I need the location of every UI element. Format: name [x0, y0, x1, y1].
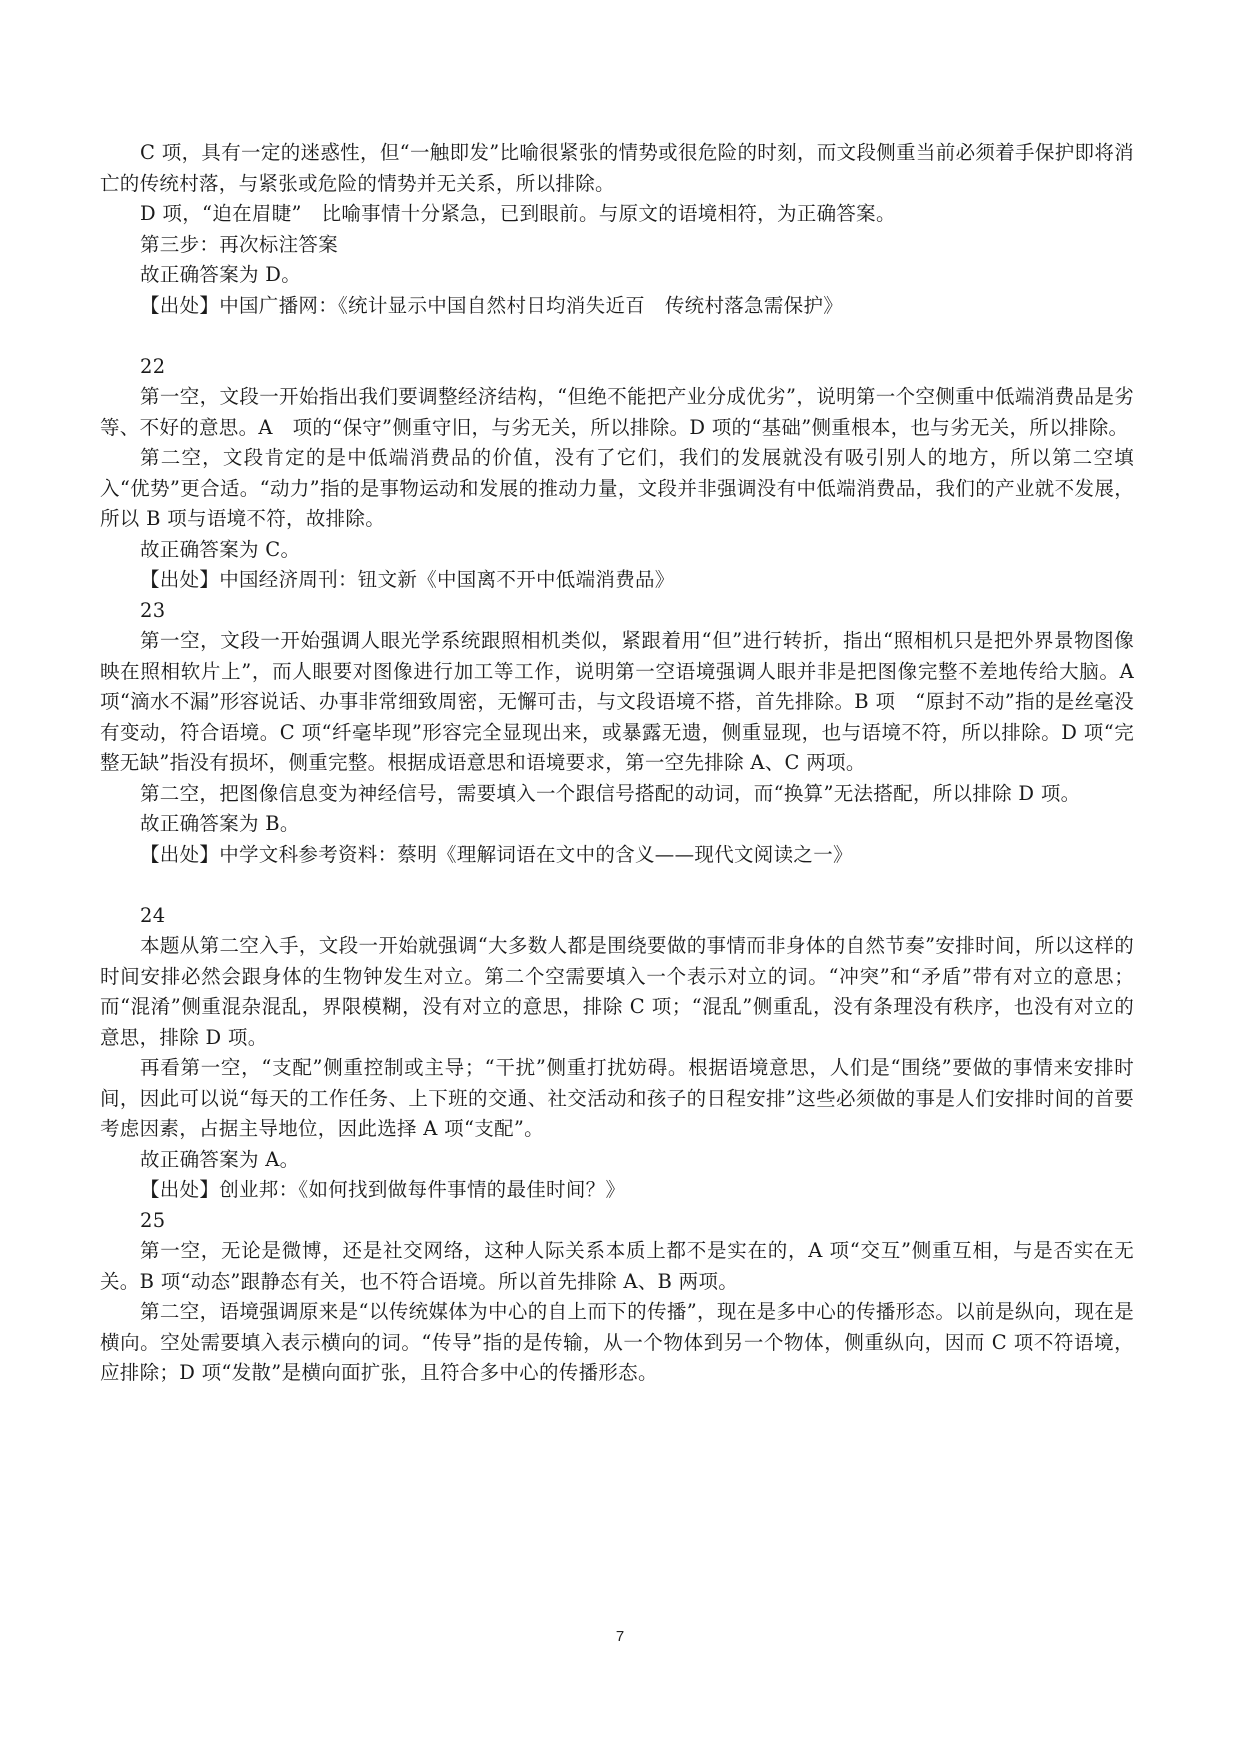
- source-line-24: 【出处】创业邦：《如何找到做每件事情的最佳时间？》: [140, 1178, 626, 1201]
- q23-second-blank-analysis: 第二空，把图像信息变为神经信号，需要填入一个跟信号搭配的动词，而“换算”无法搭配，所以排除 D 项。: [140, 781, 1081, 805]
- q23-first-blank-analysis: 第一空，文段一开始强调人眼光学系统跟照相机类似，紧跟着用“但”进行转折，指出“照相机只是把外界景物图像映在照相软片上”，而人眼要对图像进行加工等工作，说明第一空语境强调人眼并非是把图像完整不差地传给大脑。A 项“滴水不漏”形容说话、办事非常细致周密，无懈可击，与文段语境不搭，首先排除。B 项 “原封不动”指的是丝毫没有变动，符合语境。C 项“纤毫毕现”形容完全显现出来，或暴露无遗，侧重显现，也与语境不符，所以排除。D 项“完整无缺”指没有损坏，侧重完整。根据成语意思和语境要求，第一空先排除 A、C 两项。: [100, 629, 1134, 774]
- question-number-25: 25: [140, 1208, 166, 1232]
- q25-second-blank-analysis: 第二空，语境强调原来是“以传统媒体为中心的自上而下的传播”，现在是多中心的传播形态。以前是纵向，现在是横向。空处需要填入表示横向的词。“传导”指的是传输，从一个物体到另一个物体，侧重纵向，因而 C 项不符语境，应排除；D 项“发散”是横向面扩张，且符合多中心的传播形态。: [100, 1300, 1134, 1384]
- q22-first-blank-analysis: 第一空，文段一开始指出我们要调整经济结构，“但绝不能把产业分成优劣”，说明第一个空侧重中低端消费品是劣等、不好的意思。A 项的“保守”侧重守旧，与劣无关，所以排除。D 项的“基础”侧重根本，也与劣无关，所以排除。: [100, 385, 1134, 439]
- q25-first-blank-analysis: 第一空，无论是微博，还是社交网络，这种人际关系本质上都不是实在的，A 项“交互”侧重互相，与是否实在无关。B 项“动态”跟静态有关，也不符合语境。所以首先排除 A、B 两项。: [100, 1239, 1134, 1293]
- question-number-24: 24: [140, 903, 166, 927]
- step-three-label: 第三步：再次标注答案: [140, 232, 339, 256]
- q24-second-blank-analysis: 本题从第二空入手，文段一开始就强调“大多数人都是围绕要做的事情而非身体的自然节奏”安排时间，所以这样的时间安排必然会跟身体的生物钟发生对立。第二个空需要填入一个表示对立的词。“冲突”和“矛盾”带有对立的意思；而“混淆”侧重混杂混乱，界限模糊，没有对立的意思，排除 C 项；“混乱”侧重乱，没有条理没有秩序，也没有对立的意思，排除 D 项。: [100, 934, 1134, 1049]
- spacer: [100, 321, 1134, 352]
- q24-first-blank-analysis: 再看第一空，“支配”侧重控制或主导；“干扰”侧重打扰妨碍。根据语境意思，人们是“围绕”要做的事情来安排时间，因此可以说“每天的工作任务、上下班的交通、社交活动和孩子的日程安排”这些必须做的事是人们安排时间的首要考虑因素，占据主导地位，因此选择 A 项“支配”。: [100, 1056, 1134, 1140]
- paragraph-option-c-analysis: C 项，具有一定的迷惑性，但“一触即发”比喻很紧张的情势或很危险的时刻，而文段侧重当前必须着手保护即将消亡的传统村落，与紧张或危险的情势并无关系，所以排除。: [100, 141, 1134, 195]
- answer-line-22: 故正确答案为 C。: [140, 537, 301, 561]
- source-line-21: 【出处】中国广播网：《统计显示中国自然村日均消失近百 传统村落急需保护》: [140, 293, 844, 317]
- answer-line-24: 故正确答案为 A。: [140, 1147, 300, 1171]
- source-line-23: 【出处】中学文科参考资料：蔡明《理解词语在文中的含义——现代文阅读之一》: [140, 842, 853, 866]
- question-number-23: 23: [140, 598, 166, 622]
- q22-second-blank-analysis: 第二空，文段肯定的是中低端消费品的价值，没有了它们，我们的发展就没有吸引别人的地方，所以第二空填入“优势”更合适。“动力”指的是事物运动和发展的推动力量，文段并非强调没有中低端消费品，我们的产业就不发展，所以 B 项与语境不符，故排除。: [100, 446, 1134, 530]
- page-number: 7: [615, 1628, 625, 1645]
- question-number-22: 22: [140, 354, 166, 378]
- answer-line-23: 故正确答案为 B。: [140, 812, 300, 835]
- paragraph-option-d-analysis: D 项，“迫在眉睫” 比喻事情十分紧急，已到眼前。与原文的语境相符，为正确答案。: [140, 202, 896, 225]
- document-page: [100, 138, 1134, 1389]
- source-line-22: 【出处】中国经济周刊：钮文新《中国离不开中低端消费品》: [140, 568, 675, 591]
- spacer: [100, 870, 1134, 901]
- answer-line-21: 故正确答案为 D。: [140, 263, 302, 286]
